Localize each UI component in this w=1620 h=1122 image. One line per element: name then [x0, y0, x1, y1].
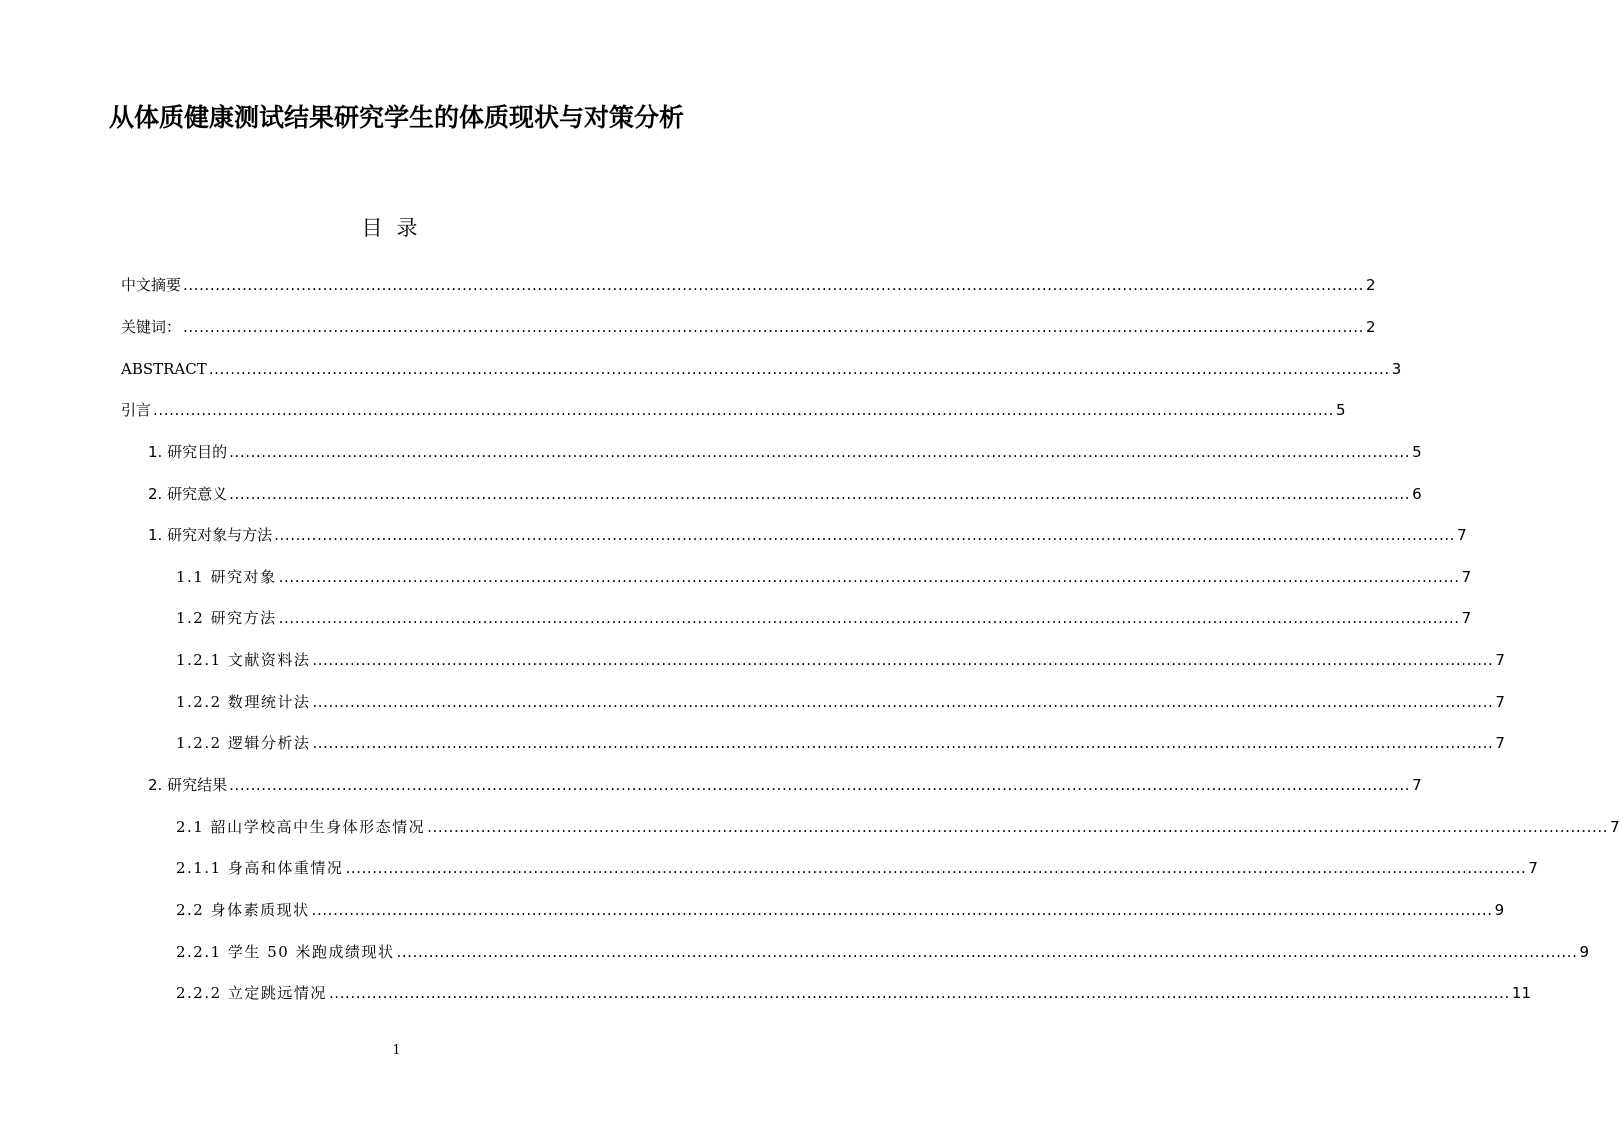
toc-entry-label: 2.1.1 身高和体重情况 — [176, 859, 344, 877]
toc-entry[interactable] — [148, 521, 1467, 545]
toc-entry-page: 9 — [1579, 943, 1590, 961]
toc-entry[interactable] — [176, 729, 1505, 753]
toc-entry-label: 引言 — [121, 401, 152, 419]
toc-entry[interactable] — [176, 979, 1532, 1003]
page-number: 1 — [392, 1043, 401, 1058]
toc-leader-dots: ............................................................................................................................................................................................................................ — [427, 818, 1609, 836]
toc-entry-label: 1.2.1 文献资料法 — [176, 651, 311, 669]
toc-entry-page: 11 — [1511, 984, 1532, 1002]
toc-entry-page: 7 — [1495, 651, 1505, 669]
toc-entry-page: 7 — [1610, 818, 1620, 836]
toc-entry-label: 1.2.2 数理统计法 — [176, 693, 311, 711]
toc-entry[interactable] — [176, 563, 1472, 587]
toc-entry-label: 1. 研究目的 — [148, 443, 228, 461]
toc-entry-page: 6 — [1412, 485, 1422, 503]
toc-entry[interactable] — [148, 438, 1422, 462]
toc-entry-label: 1.2.2 逻辑分析法 — [176, 734, 311, 752]
toc-entry-label: 2.2.2 立定跳远情况 — [176, 984, 327, 1002]
toc-entry-page: 7 — [1412, 776, 1422, 794]
toc-leader-dots: ............................................................................................................................................................................................................................ — [311, 901, 1493, 919]
toc-entry[interactable] — [176, 646, 1505, 670]
toc-entry-page: 7 — [1495, 693, 1505, 711]
toc-entry-page: 7 — [1457, 526, 1467, 544]
toc-entry-label: 1. 研究对象与方法 — [148, 526, 273, 544]
toc-entry[interactable] — [121, 396, 1346, 420]
toc-leader-dots: ............................................................................................................................................................................................................................ — [229, 776, 1411, 794]
toc-leader-dots: ............................................................................................................................................................................................................................ — [278, 568, 1460, 586]
toc-entry-label: 1.2 研究方法 — [176, 609, 277, 627]
toc-entry-label: 中文摘要 — [121, 276, 182, 294]
toc-entry-label: 2.1 韶山学校高中生身体形态情况 — [176, 818, 426, 836]
toc-leader-dots: ............................................................................................................................................................................................................................ — [396, 943, 1578, 961]
toc-entry-label: ABSTRACT — [121, 360, 207, 378]
toc-leader-dots: ............................................................................................................................................................................................................................ — [229, 443, 1411, 461]
toc-entry[interactable] — [176, 938, 1590, 962]
toc-leader-dots: ............................................................................................................................................................................................................................ — [312, 734, 1494, 752]
toc-entry[interactable] — [148, 480, 1422, 504]
toc-entry-label: 1.1 研究对象 — [176, 568, 277, 586]
toc-entry[interactable] — [176, 813, 1620, 837]
toc-entry-page: 7 — [1528, 859, 1538, 877]
toc-entry[interactable] — [176, 896, 1505, 920]
toc-leader-dots: ............................................................................................................................................................................................................................ — [328, 984, 1510, 1002]
toc-entry-page: 3 — [1391, 360, 1402, 378]
toc-leader-dots: ............................................................................................................................................................................................................................ — [208, 360, 1390, 378]
toc-entry[interactable] — [121, 313, 1376, 337]
toc-entry[interactable] — [176, 854, 1538, 878]
toc-leader-dots: ............................................................................................................................................................................................................................ — [278, 609, 1460, 627]
toc-entry-page: 2 — [1366, 276, 1376, 294]
document-title: 从体质健康测试结果研究学生的体质现状与对策分析 — [108, 103, 684, 132]
toc-entry-page: 7 — [1461, 609, 1472, 627]
toc-leader-dots: ............................................................................................................................................................................................................................ — [312, 693, 1494, 711]
toc-entry-label: 2. 研究结果 — [148, 776, 228, 794]
toc-leader-dots: ............................................................................................................................................................................................................................ — [229, 485, 1411, 503]
toc-entry[interactable] — [148, 771, 1422, 795]
toc-leader-dots: ............................................................................................................................................................................................................................ — [153, 401, 1334, 419]
toc-leader-dots: ............................................................................................................................................................................................................................ — [183, 318, 1364, 336]
toc-entry-label: 关键词： — [121, 318, 182, 336]
toc-leader-dots: ............................................................................................................................................................................................................................ — [183, 276, 1364, 294]
toc-entry-page: 2 — [1366, 318, 1376, 336]
toc-entry-label: 2.2 身体素质现状 — [176, 901, 310, 919]
toc-entry-page: 9 — [1494, 901, 1505, 919]
toc-entry-page: 5 — [1412, 443, 1422, 461]
toc-entry[interactable] — [176, 688, 1505, 712]
toc-heading: 目录 — [361, 216, 432, 240]
toc-leader-dots: ............................................................................................................................................................................................................................ — [312, 651, 1494, 669]
toc-leader-dots: ............................................................................................................................................................................................................................ — [274, 526, 1456, 544]
toc-entry-label: 2.2.1 学生 50 米跑成绩现状 — [176, 943, 395, 961]
toc-entry-page: 7 — [1461, 568, 1472, 586]
toc-entry-page: 5 — [1336, 401, 1346, 419]
toc-entry-page: 7 — [1495, 734, 1505, 752]
toc-entry[interactable] — [121, 355, 1402, 379]
toc-entry-label: 2. 研究意义 — [148, 485, 228, 503]
toc-entry[interactable] — [176, 604, 1472, 628]
toc-leader-dots: ............................................................................................................................................................................................................................ — [345, 859, 1527, 877]
toc-entry[interactable] — [121, 271, 1376, 295]
